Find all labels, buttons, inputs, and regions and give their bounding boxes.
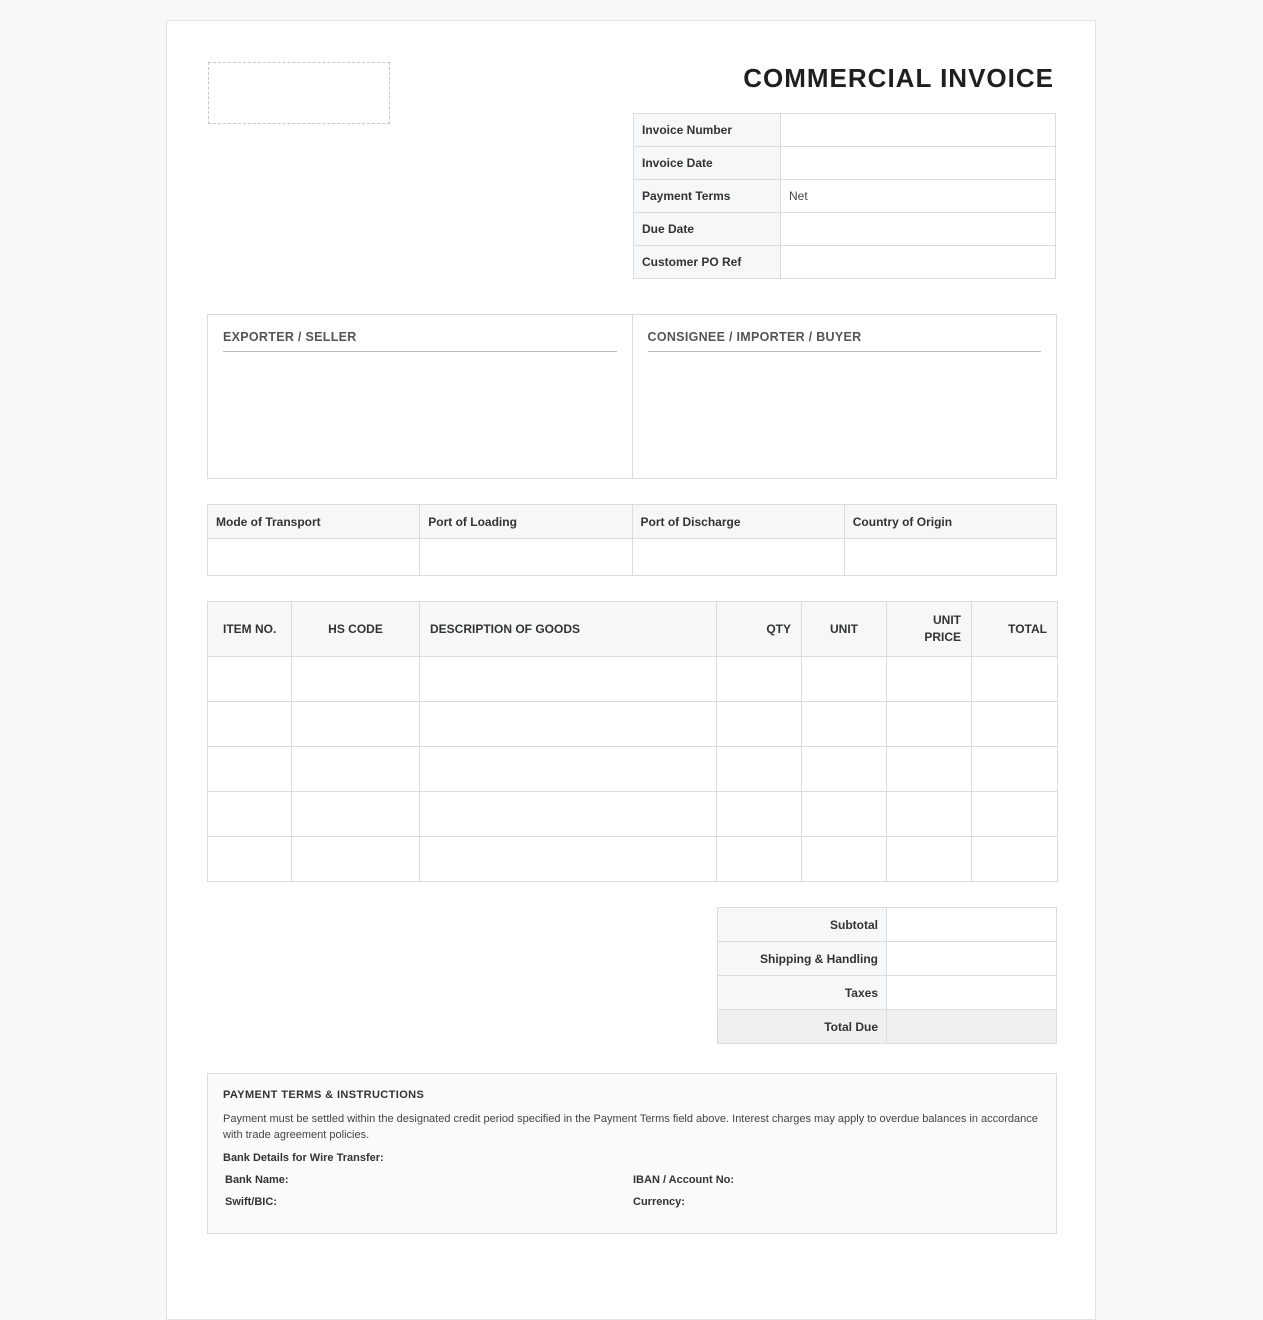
total-cell[interactable]	[972, 657, 1058, 702]
shipping-handling-field[interactable]	[887, 942, 1057, 976]
totals-table	[717, 907, 1057, 1044]
total-header: TOTAL	[972, 602, 1058, 657]
unit-price-cell[interactable]	[887, 792, 972, 837]
taxes-row	[718, 976, 1057, 1010]
iban-label: IBAN / Account No:	[633, 1174, 735, 1186]
unit-cell[interactable]	[802, 837, 887, 882]
item-no-cell[interactable]	[208, 747, 292, 792]
exporter-section[interactable]	[208, 315, 632, 478]
payment-terms-section	[207, 1073, 1057, 1234]
hs-code-cell[interactable]	[292, 657, 420, 702]
total-due-field[interactable]	[887, 1010, 1057, 1044]
qty-cell[interactable]	[717, 792, 802, 837]
exporter-heading: EXPORTER / SELLER	[223, 330, 617, 352]
total-due-row	[718, 1010, 1057, 1044]
mode-of-transport-field[interactable]	[208, 539, 420, 576]
unit-price-cell[interactable]	[887, 837, 972, 882]
table-row	[208, 792, 1058, 837]
mode-of-transport-header: Mode of Transport	[208, 505, 420, 539]
total-cell[interactable]	[972, 702, 1058, 747]
qty-header: QTY	[717, 602, 802, 657]
hs-code-header: HS CODE	[292, 602, 420, 657]
taxes-label: Taxes	[718, 976, 887, 1010]
items-header-row	[208, 602, 1058, 657]
unit-price-header	[887, 602, 972, 657]
invoice-number-field[interactable]	[781, 114, 1056, 147]
table-row	[208, 702, 1058, 747]
bank-details-grid	[223, 1174, 1041, 1210]
subtotal-row	[718, 908, 1057, 942]
hs-code-cell[interactable]	[292, 792, 420, 837]
hs-code-cell[interactable]	[292, 747, 420, 792]
shipping-handling-label: Shipping & Handling	[718, 942, 887, 976]
item-no-header: ITEM NO.	[208, 602, 292, 657]
meta-label: Invoice Number	[634, 114, 781, 147]
bank-details-heading: Bank Details for Wire Transfer:	[223, 1152, 384, 1164]
subtotal-label: Subtotal	[718, 908, 887, 942]
description-cell[interactable]	[420, 792, 717, 837]
unit-price-cell[interactable]	[887, 702, 972, 747]
unit-cell[interactable]	[802, 792, 887, 837]
meta-label: Due Date	[634, 213, 781, 246]
table-row	[208, 657, 1058, 702]
invoice-page	[166, 20, 1096, 1320]
payment-terms-heading: PAYMENT TERMS & INSTRUCTIONS	[223, 1089, 425, 1101]
description-cell[interactable]	[420, 837, 717, 882]
shipping-value-row	[208, 539, 1057, 576]
total-cell[interactable]	[972, 792, 1058, 837]
port-of-loading-field[interactable]	[420, 539, 632, 576]
taxes-field[interactable]	[887, 976, 1057, 1010]
description-cell[interactable]	[420, 702, 717, 747]
country-of-origin-field[interactable]	[844, 539, 1056, 576]
bank-name-label: Bank Name:	[225, 1174, 289, 1186]
description-header: DESCRIPTION OF GOODS	[420, 602, 717, 657]
total-cell[interactable]	[972, 837, 1058, 882]
unit-cell[interactable]	[802, 657, 887, 702]
port-of-discharge-field[interactable]	[632, 539, 844, 576]
total-due-label: Total Due	[718, 1010, 887, 1044]
meta-row-payment-terms	[634, 180, 1056, 213]
meta-label: Customer PO Ref	[634, 246, 781, 279]
shipping-handling-row	[718, 942, 1057, 976]
meta-row-customer-po-ref	[634, 246, 1056, 279]
port-of-discharge-header: Port of Discharge	[632, 505, 844, 539]
unit-price-cell[interactable]	[887, 747, 972, 792]
unit-price-cell[interactable]	[887, 657, 972, 702]
total-cell[interactable]	[972, 747, 1058, 792]
unit-price-header-line1: UNIT	[933, 613, 961, 627]
shipping-header-row	[208, 505, 1057, 539]
item-no-cell[interactable]	[208, 837, 292, 882]
meta-row-invoice-date	[634, 147, 1056, 180]
payment-terms-field[interactable]: Net	[781, 180, 1056, 213]
meta-row-due-date	[634, 213, 1056, 246]
unit-header: UNIT	[802, 602, 887, 657]
table-row	[208, 747, 1058, 792]
qty-cell[interactable]	[717, 747, 802, 792]
invoice-meta-table	[633, 113, 1056, 279]
item-no-cell[interactable]	[208, 657, 292, 702]
item-no-cell[interactable]	[208, 792, 292, 837]
swift-label: Swift/BIC:	[225, 1196, 277, 1208]
item-no-cell[interactable]	[208, 702, 292, 747]
logo-placeholder[interactable]	[208, 62, 390, 124]
unit-cell[interactable]	[802, 747, 887, 792]
description-cell[interactable]	[420, 657, 717, 702]
meta-label: Payment Terms	[634, 180, 781, 213]
payment-terms-text: Payment must be settled within the designated credit period specified in the Payment Terms field above. Interest charges may apply to overdue balances in accordance with trade agreement policies.	[223, 1113, 1038, 1141]
consignee-section[interactable]	[632, 315, 1057, 478]
page-title: COMMERCIAL INVOICE	[743, 63, 1054, 93]
line-items-table	[207, 601, 1058, 882]
invoice-date-field[interactable]	[781, 147, 1056, 180]
unit-cell[interactable]	[802, 702, 887, 747]
hs-code-cell[interactable]	[292, 837, 420, 882]
hs-code-cell[interactable]	[292, 702, 420, 747]
qty-cell[interactable]	[717, 837, 802, 882]
subtotal-field[interactable]	[887, 908, 1057, 942]
consignee-heading: CONSIGNEE / IMPORTER / BUYER	[648, 330, 1042, 352]
country-of-origin-header: Country of Origin	[844, 505, 1056, 539]
due-date-field[interactable]	[781, 213, 1056, 246]
unit-price-header-line2: PRICE	[924, 630, 961, 644]
qty-cell[interactable]	[717, 657, 802, 702]
meta-label: Invoice Date	[634, 147, 781, 180]
shipping-table	[207, 504, 1057, 576]
currency-label: Currency:	[633, 1196, 685, 1208]
meta-row-invoice-number	[634, 114, 1056, 147]
table-row	[208, 837, 1058, 882]
port-of-loading-header: Port of Loading	[420, 505, 632, 539]
parties-section	[207, 314, 1057, 479]
customer-po-ref-field[interactable]	[781, 246, 1056, 279]
description-cell[interactable]	[420, 747, 717, 792]
qty-cell[interactable]	[717, 702, 802, 747]
